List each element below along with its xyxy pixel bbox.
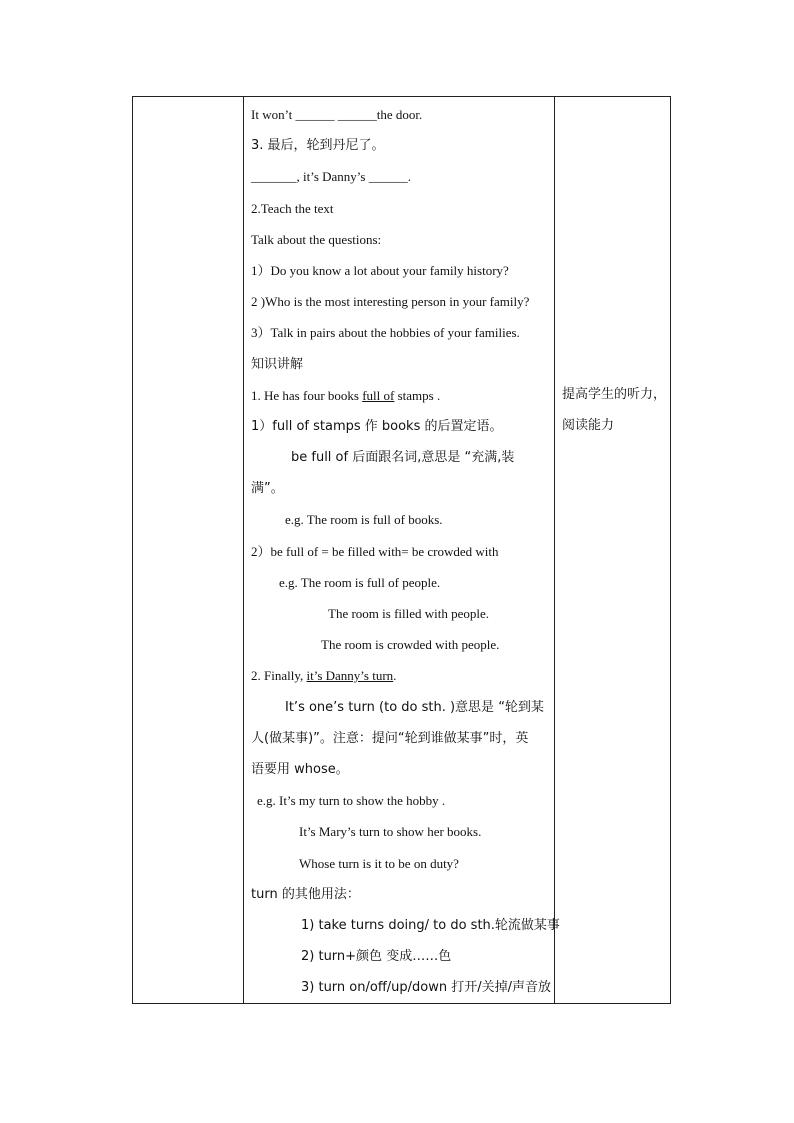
text-span: . [393, 668, 397, 684]
text-span: 2. Finally, [251, 668, 307, 684]
example-line: e.g. It’s my turn to show the hobby . [257, 793, 446, 809]
example-line: The room is crowded with people. [321, 637, 500, 653]
text-line: Talk about the questions: [251, 231, 382, 247]
text-line: 2）be full of = be filled with= be crowded with [251, 543, 499, 559]
goal-column-cell [555, 97, 671, 1004]
point-1-heading [251, 380, 554, 411]
section-heading: 2.Teach the text [251, 200, 334, 216]
text-line: 满”。 [251, 481, 284, 497]
usage-line: 2) turn+颜色 变成……色 [301, 949, 452, 965]
exercise-item-3: 3. 最后，轮到丹尼了。 [251, 138, 385, 154]
example-line: e.g. The room is full of people. [279, 574, 441, 590]
underlined-phrase: full of [362, 387, 395, 403]
teaching-goal-note [555, 97, 670, 441]
text-span: stamps . [394, 387, 441, 403]
text-line: turn 的其他用法： [251, 886, 360, 902]
exercise-line: It won’t ______ ______the door. [251, 107, 423, 122]
main-content-cell [244, 97, 560, 1004]
usage-line: 1) take turns doing/ to do sth.轮流做某事 [301, 917, 560, 933]
lesson-content [244, 97, 560, 1003]
goal-line: 提高学生的听力， [562, 387, 667, 402]
text-line: 1）full of stamps 作 books 的后置定语。 [251, 418, 503, 434]
question-1: 1）Do you know a lot about your family history? [251, 262, 509, 278]
knowledge-heading: 知识讲解 [251, 356, 304, 372]
text-line: It’s one’s turn (to do sth. )意思是 “轮到某 [285, 699, 544, 715]
text-line: 语要用 whose。 [251, 761, 349, 777]
usage-line: 3) turn on/off/up/down 打开/关掉/声音放 [301, 980, 552, 996]
goal-line: 阅读能力 [562, 418, 615, 433]
example-line: Whose turn is it to be on duty? [299, 855, 459, 871]
example-line: It’s Mary’s turn to show her books. [299, 824, 482, 840]
question-2: 2 )Who is the most interesting person in your family? [251, 294, 530, 310]
lesson-plan-table [132, 96, 671, 1004]
point-2-heading [251, 660, 554, 691]
question-3: 3）Talk in pairs about the hobbies of your families. [251, 325, 520, 341]
table-row [133, 97, 671, 1004]
text-line: be full of 后面跟名词,意思是 “充满,装 [291, 450, 515, 466]
underlined-phrase: it’s Danny’s turn [306, 668, 394, 684]
text-span: 1. He has four books [251, 387, 363, 403]
example-line: e.g. The room is full of books. [285, 512, 443, 528]
example-line: The room is filled with people. [328, 606, 490, 621]
text-line: 人(做某事)”。注意：提问“轮到谁做某事”时，英 [251, 730, 529, 746]
exercise-line: _______, it’s Danny’s ______. [251, 169, 411, 185]
left-column-cell [133, 97, 244, 1004]
